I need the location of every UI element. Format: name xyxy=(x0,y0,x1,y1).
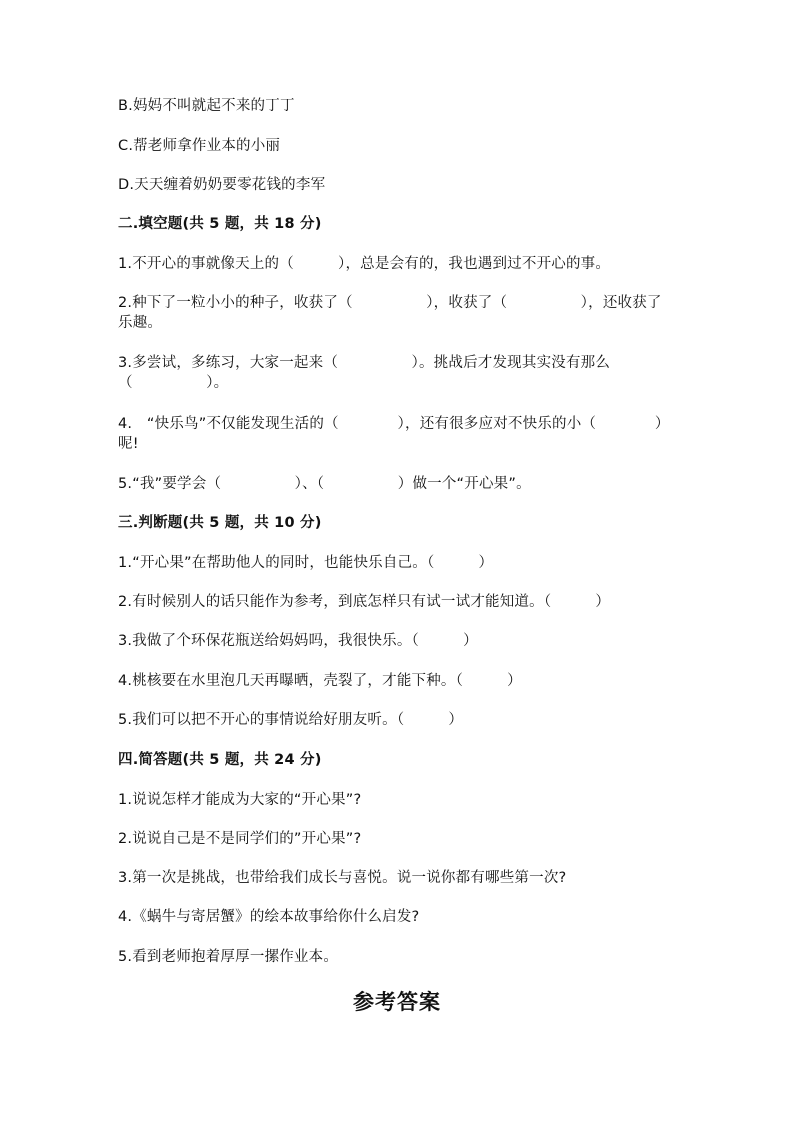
question-item: 1.说说怎样才能成为大家的“开心果”? xyxy=(118,792,362,808)
question-item: 3.我做了个环保花瓶送给妈妈吗，我很快乐。（ ） xyxy=(118,633,478,649)
question-item: 1.不开心的事就像天上的（ ），总是会有的，我也遇到过不开心的事。 xyxy=(118,256,611,272)
question-item: 4. “快乐鸟”不仅能发现生活的（ ），还有很多应对不快乐的小（ ）呢! xyxy=(118,416,663,452)
section-heading-true-false: 三.判断题(共 5 题，共 10 分) xyxy=(118,515,322,531)
question-item: 4.《蜗牛与寄居蟹》的绘本故事给你什么启发? xyxy=(118,909,420,925)
question-item: 3.多尝试，多练习，大家一起来（ ）。挑战后才发现其实没有那么（ ）。 xyxy=(118,355,611,391)
question-item: 5.“我”要学会（ ）、（ ）做一个“开心果”。 xyxy=(118,476,531,492)
question-item: 5.看到老师抱着厚厚一摞作业本。 xyxy=(118,949,339,965)
section-heading-fill-blank: 二.填空题(共 5 题，共 18 分) xyxy=(118,216,322,232)
option-d: D.天天缠着奶奶要零花钱的李军 xyxy=(118,177,326,193)
question-item: 2.说说自己是不是同学们的”开心果”? xyxy=(118,831,362,847)
option-c: C.帮老师拿作业本的小丽 xyxy=(118,138,281,154)
answer-key-title: 参考答案 xyxy=(353,989,441,1014)
question-item: 5.我们可以把不开心的事情说给好朋友听。（ ） xyxy=(118,712,464,728)
question-item: 2.种下了一粒小小的种子，收获了（ ），收获了（ ），还收获了乐趣。 xyxy=(118,295,662,331)
question-item: 2.有时候别人的话只能作为参考，到底怎样只有试一试才能知道。（ ） xyxy=(118,594,611,610)
question-item: 1.“开心果”在帮助他人的同时，也能快乐自己。（ ） xyxy=(118,555,494,571)
section-heading-short-answer: 四.简答题(共 5 题，共 24 分) xyxy=(118,752,322,768)
question-item: 4.桃核要在水里泡几天再曝晒，壳裂了，才能下种。（ ） xyxy=(118,673,522,689)
option-b: B.妈妈不叫就起不来的丁丁 xyxy=(118,98,295,114)
question-item: 3.第一次是挑战，也带给我们成长与喜悦。说一说你都有哪些第一次? xyxy=(118,870,567,886)
